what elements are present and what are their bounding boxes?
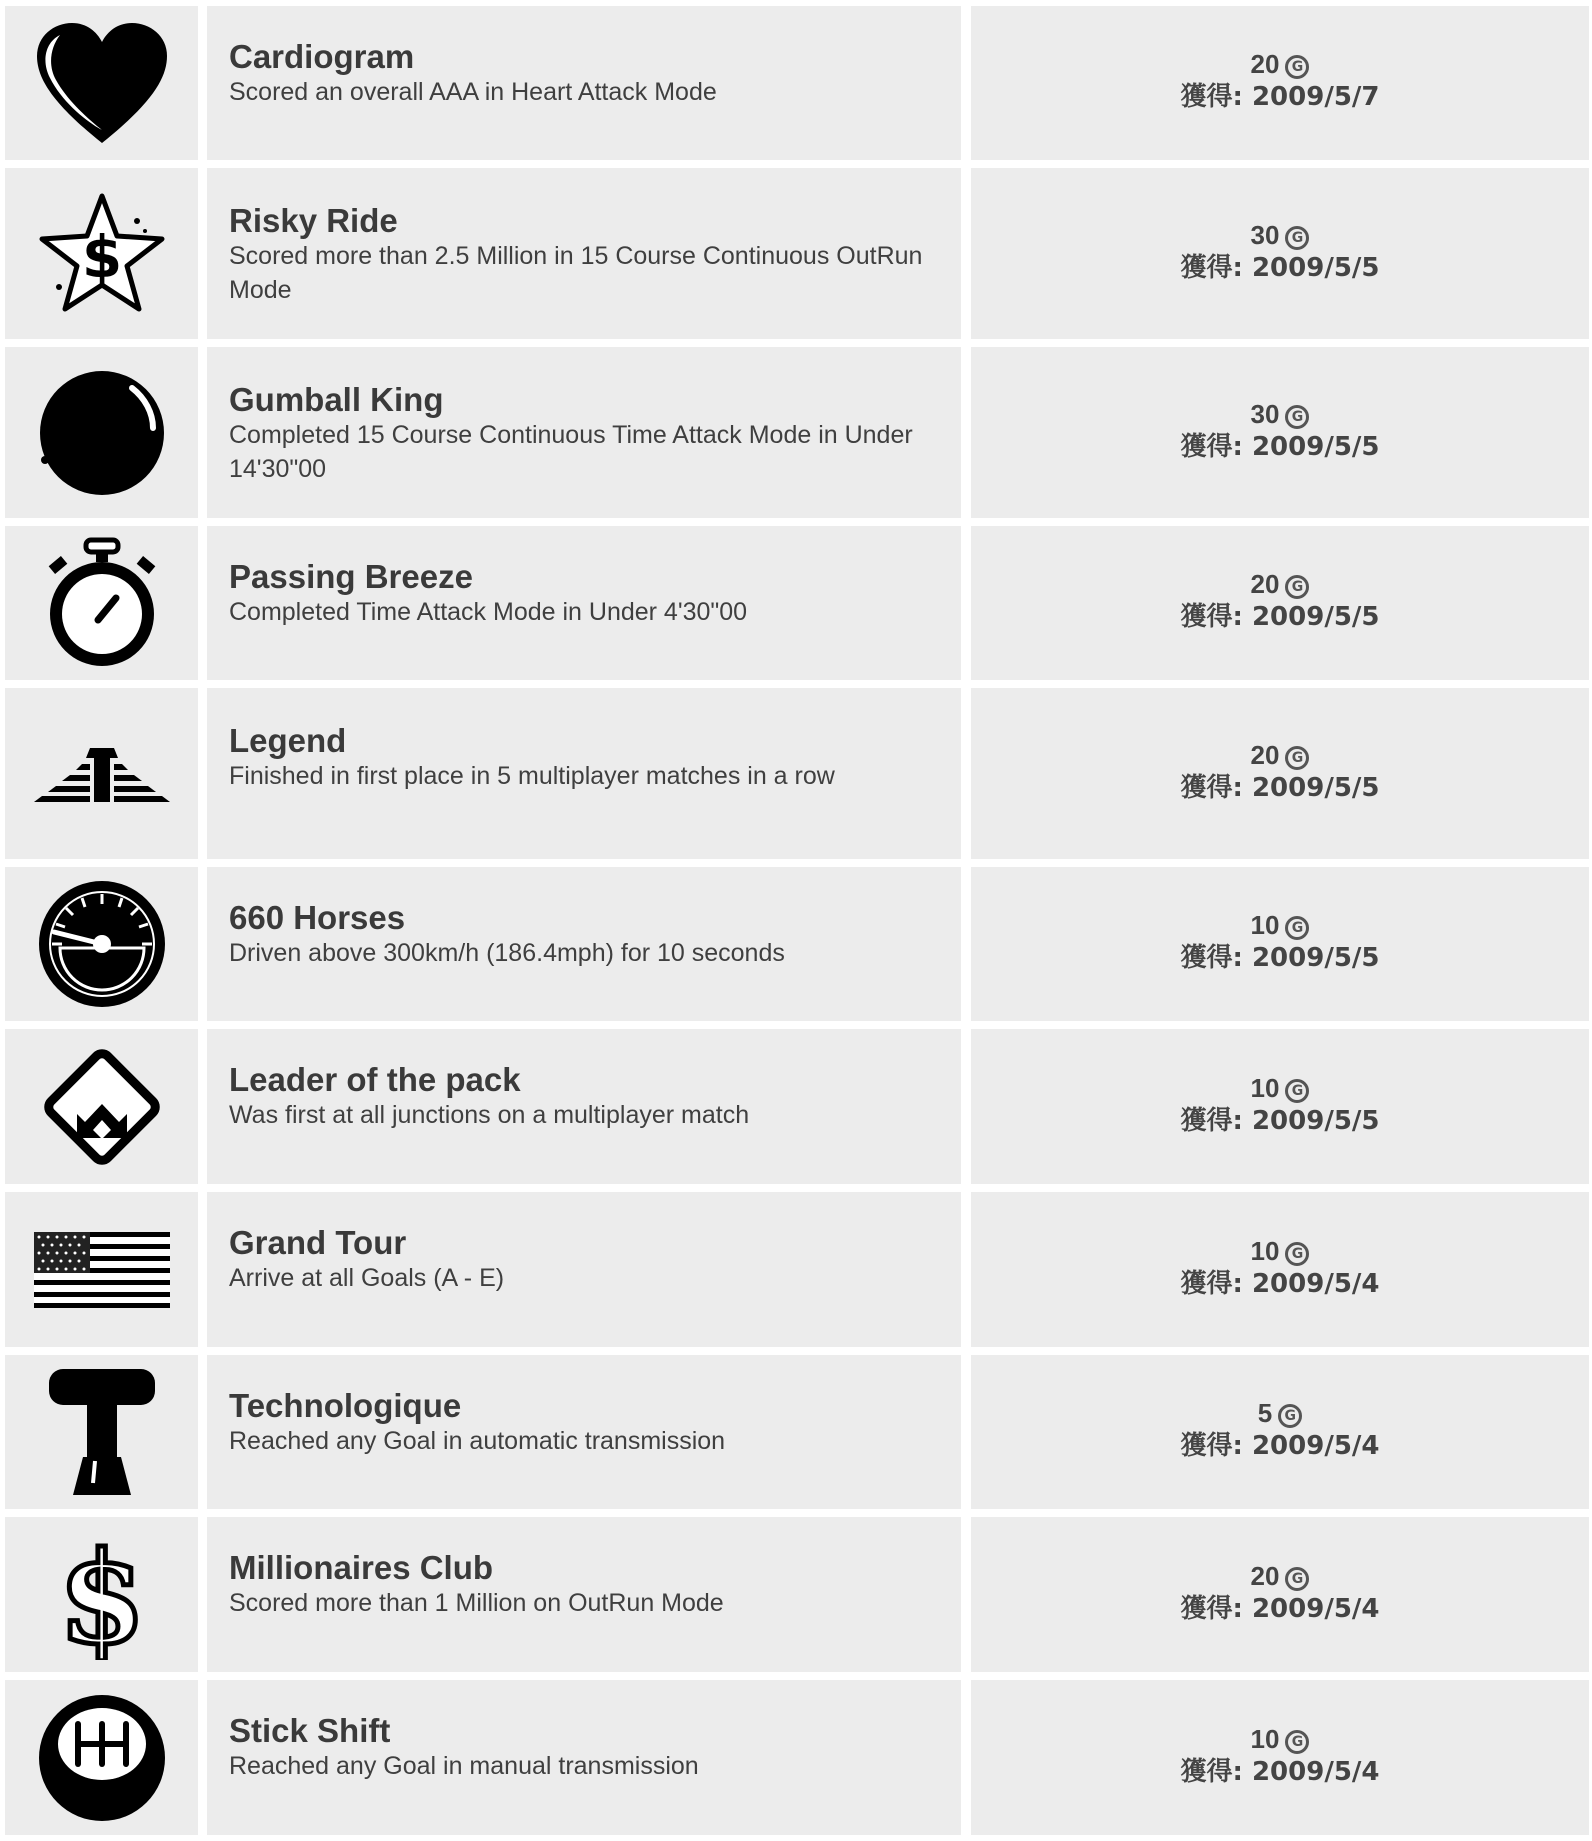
achievement-text-cell [207, 867, 961, 1021]
achievement-icon-cell [5, 1517, 198, 1672]
achievement-points: 20 [1250, 740, 1280, 770]
earned-label: 獲得 [1180, 1431, 1233, 1461]
achievement-date: 2009/5/5 [1251, 943, 1380, 973]
stopwatch-icon [5, 526, 198, 680]
earned-label: 獲得 [1180, 1594, 1233, 1624]
achievement-score-cell: 5 G 獲得: 2009/5/4 [971, 1355, 1589, 1509]
achievement-text-cell [207, 1517, 961, 1672]
achievement-row[interactable] [0, 1355, 1592, 1509]
svg-text:$: $ [57, 1529, 146, 1660]
achievement-points: 10 [1250, 1073, 1280, 1103]
earned-label: 獲得 [1180, 1269, 1233, 1299]
achievement-title: Gumball King [229, 381, 444, 418]
achievement-row[interactable] [0, 1680, 1592, 1835]
achievement-description: Scored more than 1 Million on OutRun Mode [229, 1589, 724, 1617]
achievement-title: 660 Horses [229, 899, 406, 936]
achievement-description: Completed 15 Course Continuous Time Attack Mode in Under 14'30"00 [229, 421, 913, 483]
earned-label: 獲得 [1180, 82, 1233, 112]
achievement-title: Risky Ride [229, 202, 398, 239]
achievement-text-cell [207, 1192, 961, 1347]
svg-text:$: $ [81, 223, 122, 291]
pyramid-icon [5, 688, 198, 859]
achievement-icon-cell [5, 526, 198, 680]
achievement-icon-cell [5, 867, 198, 1021]
achievement-row[interactable] [0, 1517, 1592, 1672]
earned-label: 獲得 [1180, 1106, 1233, 1136]
achievement-icon-cell [5, 168, 198, 339]
gamerscore-icon: G [1285, 226, 1309, 250]
achievement-date: 2009/5/5 [1251, 602, 1380, 632]
achievement-points: 10 [1250, 1236, 1280, 1266]
achievement-date: 2009/5/4 [1251, 1431, 1380, 1461]
achievement-date: 2009/5/7 [1251, 82, 1380, 112]
achievement-score-cell: 10 G 獲得: 2009/5/5 [971, 867, 1589, 1021]
achievement-score-cell: 10 G 獲得: 2009/5/4 [971, 1192, 1589, 1347]
gamerscore-icon: G [1285, 405, 1309, 429]
achievement-title: Legend [229, 722, 347, 759]
achievement-icon-cell [5, 6, 198, 160]
achievement-title: Millionaires Club [229, 1549, 494, 1586]
earned-label: 獲得 [1180, 432, 1233, 462]
achievement-score-cell: 30 G 獲得: 2009/5/5 [971, 347, 1589, 518]
achievement-icon-cell [5, 688, 198, 859]
us-flag-icon [5, 1192, 198, 1347]
achievement-points: 20 [1250, 49, 1280, 79]
achievement-description: Scored more than 2.5 Million in 15 Course Continuous OutRun Mode [229, 242, 923, 304]
achievement-row[interactable] [0, 168, 1592, 339]
achievement-text-cell [207, 1680, 961, 1835]
achievement-title: Grand Tour [229, 1224, 407, 1261]
achievement-text-cell [207, 1355, 961, 1509]
speedometer-icon [5, 867, 198, 1021]
gamerscore-icon: G [1285, 1567, 1309, 1591]
achievement-points: 10 [1250, 910, 1280, 940]
earned-label: 獲得 [1180, 1757, 1233, 1787]
achievement-score-cell: 20 G 獲得: 2009/5/5 [971, 688, 1589, 859]
dollar-star-icon [5, 168, 198, 339]
achievement-icon-cell [5, 1680, 198, 1835]
earned-label: 獲得 [1180, 773, 1233, 803]
gamerscore-icon: G [1285, 575, 1309, 599]
achievement-text-cell [207, 1029, 961, 1184]
gamerscore-icon: G [1285, 55, 1309, 79]
achievement-icon-cell [5, 1192, 198, 1347]
achievement-points: 5 [1257, 1398, 1273, 1428]
achievement-row[interactable] [0, 1029, 1592, 1184]
achievement-row[interactable] [0, 688, 1592, 859]
achievement-row[interactable] [0, 6, 1592, 160]
achievement-icon-cell [5, 1355, 198, 1509]
achievement-description: Reached any Goal in automatic transmission [229, 1427, 726, 1455]
achievement-date: 2009/5/5 [1251, 1106, 1380, 1136]
achievement-description: Scored an overall AAA in Heart Attack Mode [229, 78, 717, 106]
achievement-icon-cell [5, 347, 198, 518]
gamerscore-icon: G [1278, 1404, 1302, 1428]
gumball-icon [5, 347, 198, 518]
achievement-text-cell [207, 526, 961, 680]
achievement-score-cell: 30 G 獲得: 2009/5/5 [971, 168, 1589, 339]
earned-label: 獲得 [1180, 943, 1233, 973]
achievement-description: Completed Time Attack Mode in Under 4'30"00 [229, 598, 748, 626]
achievement-title: Cardiogram [229, 38, 415, 75]
achievement-row[interactable] [0, 526, 1592, 680]
achievement-title: Leader of the pack [229, 1061, 521, 1098]
achievement-icon-cell [5, 1029, 198, 1184]
achievement-points: 10 [1250, 1724, 1280, 1754]
achievement-score-cell: 20 G 獲得: 2009/5/4 [971, 1517, 1589, 1672]
achievement-date: 2009/5/5 [1251, 773, 1380, 803]
earned-label: 獲得 [1180, 253, 1233, 283]
achievement-points: 30 [1250, 220, 1280, 250]
achievement-score-cell: 20 G 獲得: 2009/5/7 [971, 6, 1589, 160]
achievement-score-cell: 20 G 獲得: 2009/5/5 [971, 526, 1589, 680]
earned-label: 獲得 [1180, 602, 1233, 632]
gamerscore-icon: G [1285, 1242, 1309, 1266]
junction-sign-icon [5, 1029, 198, 1184]
achievement-title: Stick Shift [229, 1712, 391, 1749]
achievement-text-cell [207, 6, 961, 160]
achievement-text-cell [207, 347, 961, 518]
achievement-description: Finished in first place in 5 multiplayer matches in a row [229, 762, 835, 790]
achievement-points: 20 [1250, 1561, 1280, 1591]
achievement-points: 20 [1250, 569, 1280, 599]
achievement-row[interactable] [0, 347, 1592, 518]
achievement-description: Reached any Goal in manual transmission [229, 1752, 699, 1780]
achievement-score-cell: 10 G 獲得: 2009/5/5 [971, 1029, 1589, 1184]
achievement-date: 2009/5/4 [1251, 1269, 1380, 1299]
achievement-points: 30 [1250, 399, 1280, 429]
achievement-text-cell [207, 168, 961, 339]
gamerscore-icon: G [1285, 916, 1309, 940]
achievement-text-cell [207, 688, 961, 859]
achievement-description: Driven above 300km/h (186.4mph) for 10 seconds [229, 939, 785, 967]
auto-shifter-icon [5, 1355, 198, 1509]
achievement-date: 2009/5/4 [1251, 1594, 1380, 1624]
gamerscore-icon: G [1285, 1730, 1309, 1754]
achievement-date: 2009/5/4 [1251, 1757, 1380, 1787]
achievement-title: Passing Breeze [229, 558, 473, 595]
gamerscore-icon: G [1285, 746, 1309, 770]
dollar-icon [5, 1517, 198, 1672]
achievement-title: Technologique [229, 1387, 462, 1424]
achievement-score-cell: 10 G 獲得: 2009/5/4 [971, 1680, 1589, 1835]
achievement-date: 2009/5/5 [1251, 432, 1380, 462]
achievement-description: Arrive at all Goals (A - E) [229, 1264, 505, 1292]
achievement-row[interactable] [0, 867, 1592, 1021]
heart-icon [5, 6, 198, 160]
gamerscore-icon: G [1285, 1079, 1309, 1103]
gear-knob-icon [5, 1680, 198, 1835]
achievement-row[interactable] [0, 1192, 1592, 1347]
achievement-description: Was first at all junctions on a multiplayer match [229, 1101, 750, 1129]
achievement-date: 2009/5/5 [1251, 253, 1380, 283]
